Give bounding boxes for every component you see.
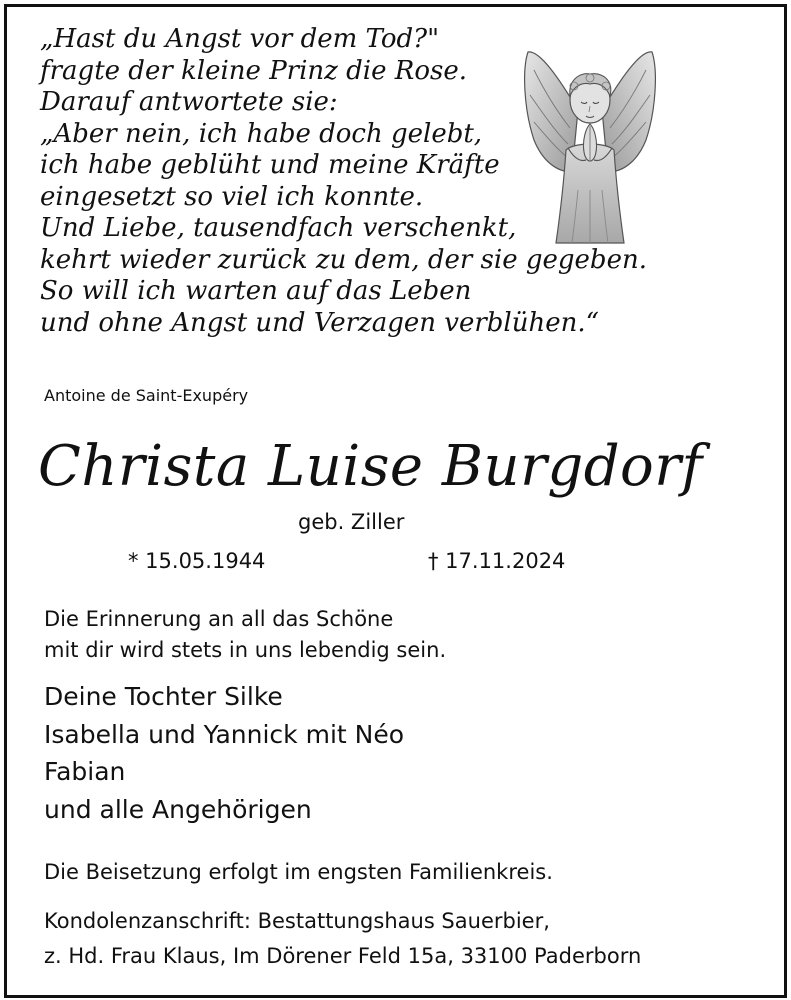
mourner: und alle Angehörigen: [44, 794, 312, 824]
mourner: Fabian: [44, 757, 126, 786]
memory-text: [44, 604, 446, 666]
poem-line: fragte der kleine Prinz die Rose.: [40, 55, 467, 86]
poem-line: So will ich warten auf das Leben: [40, 276, 472, 306]
praying-angel-icon: [520, 40, 660, 245]
mourner: Deine Tochter Silke: [44, 682, 283, 711]
poem-line: „Hast du Angst vor dem Tod?": [40, 24, 440, 54]
poem-line: eingesetzt so viel ich konnte.: [40, 181, 424, 212]
poem-line: kehrt wieder zurück zu dem, der sie gegeben.: [40, 244, 647, 275]
memory-line: mit dir wird stets in uns lebendig sein.: [44, 638, 447, 662]
deceased-name: Christa Luise Burgdorf: [38, 434, 703, 499]
address-line: z. Hd. Frau Klaus, Im Dörener Feld 15a, 33100 Paderborn: [44, 944, 642, 968]
poem-line: Darauf antwortete sie:: [40, 87, 338, 117]
address-line: Kondolenzanschrift: Bestattungshaus Sauerbier,: [44, 909, 550, 933]
poem-line: Und Liebe, tausendfach verschenkt,: [40, 213, 517, 243]
born-name: geb. Ziller: [298, 510, 405, 534]
poem-line: ich habe geblüht und meine Kräfte: [40, 150, 500, 180]
poem-line: und ohne Angst und Verzagen verblühen.“: [40, 307, 599, 338]
condolence-address: [44, 904, 641, 974]
mourner: Isabella und Yannick mit Néo: [44, 719, 405, 749]
funeral-notice: Die Beisetzung erfolgt im engsten Familienkreis.: [44, 860, 553, 884]
birth-date: * 15.05.1944: [128, 549, 266, 573]
memory-line: Die Erinnerung an all das Schöne: [44, 607, 394, 631]
death-date: † 17.11.2024: [428, 549, 566, 573]
mourners-list: [44, 678, 404, 828]
poem-line: „Aber nein, ich habe doch gelebt,: [40, 118, 483, 149]
poem-author: Antoine de Saint-Exupéry: [44, 386, 249, 405]
